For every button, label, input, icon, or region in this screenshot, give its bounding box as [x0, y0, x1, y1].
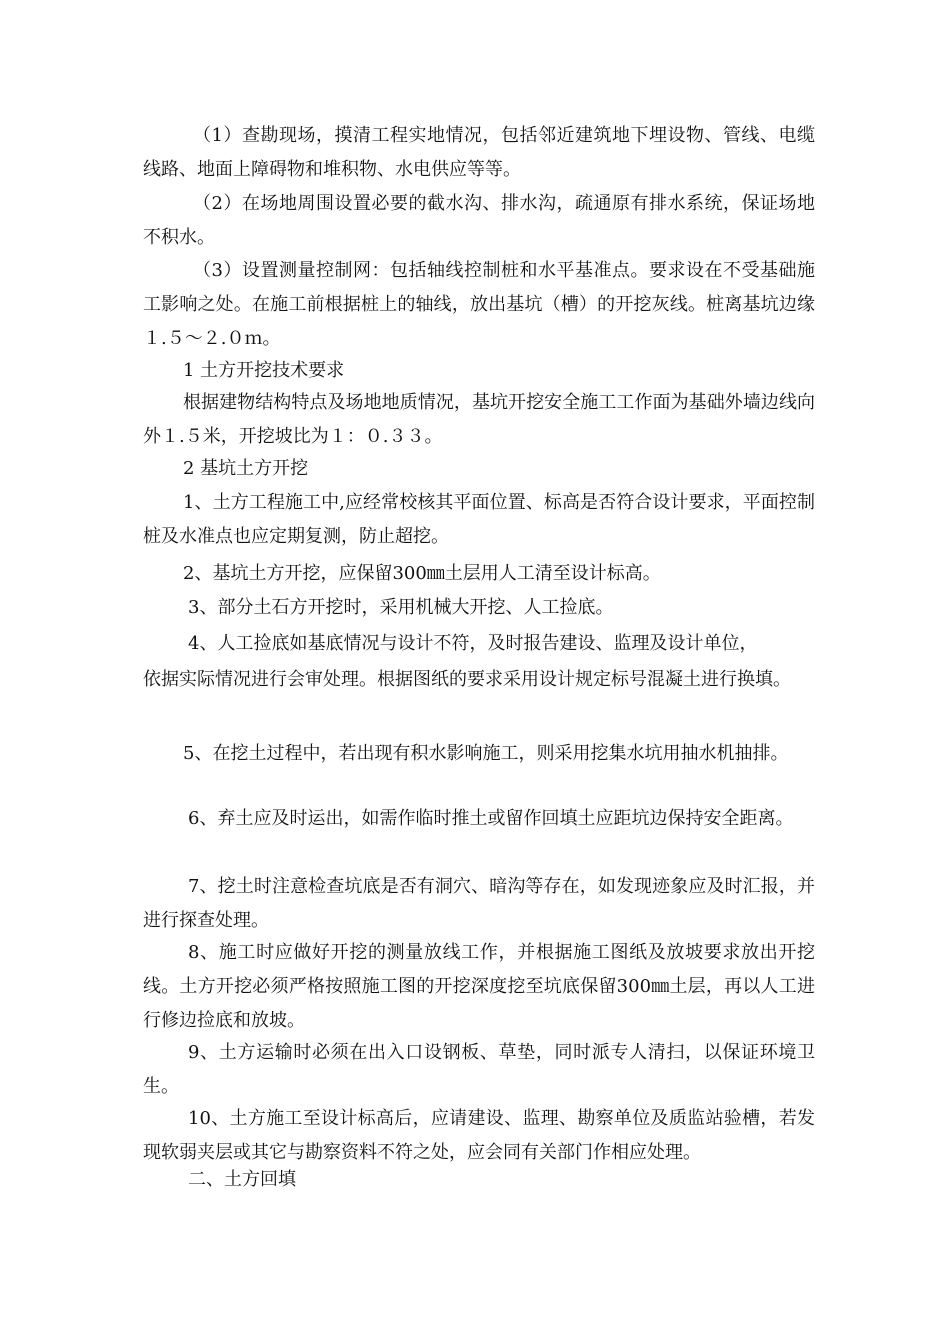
list-item-10: 10、土方施工至设计标高后，应请建设、监理、勘察单位及质监站验槽，若发现软弱夹层或其它与勘察资料不符之处，应会同有关部门作相应处理。	[143, 1108, 815, 1163]
heading-backfill: 二、土方回填	[188, 1169, 296, 1190]
list-item-2: 2、基坑土方开挖，应保留300㎜土层用人工清至设计标高。	[183, 563, 661, 584]
list-item-4: 4、人工捡底如基底情况与设计不符，及时报告建设、监理及设计单位，	[188, 633, 758, 654]
paragraph-drainage: （2）在场地周围设置必要的截水沟、排水沟，疏通原有排水系统，保证场地不积水。	[143, 193, 815, 248]
list-item-7: 7、挖土时注意检查坑底是否有洞穴、暗沟等存在，如发现迹象应及时汇报，并进行探查处理。	[143, 876, 815, 931]
paragraph-slope-ratio: 根据建物结构特点及场地地质情况，基坑开挖安全施工工作面为基础外墙边线向外１.５米，开挖坡比为１：０.３３。	[143, 392, 815, 447]
list-item-3: 3、部分土石方开挖时，采用机械大开挖、人工捡底。	[188, 597, 614, 618]
list-item-9: 9、土方运输时必须在出入口设钢板、草垫，同时派专人清扫，以保证环境卫生。	[143, 1042, 815, 1097]
list-item-1: 1、土方工程施工中,应经常校核其平面位置、标高是否符合设计要求，平面控制桩及水准点也应定期复测，防止超挖。	[143, 492, 815, 547]
list-item-4-continued: 依据实际情况进行会审处理。根据图纸的要求采用设计规定标号混凝土进行换填。	[143, 669, 791, 690]
list-item-5: 5、在挖土过程中，若出现有积水影响施工，则采用挖集水坑用抽水机抽排。	[183, 743, 789, 764]
paragraph-survey-site: （1）查勘现场，摸清工程实地情况，包括邻近建筑地下埋设物、管线、电缆线路、地面上障碍物和堆积物、水电供应等等。	[143, 125, 815, 180]
heading-pit-excavation: 2 基坑土方开挖	[183, 458, 309, 479]
paragraph-survey-control: （3）设置测量控制网：包括轴线控制桩和水平基准点。要求设在不受基础施工影响之处。在施工前根据桩上的轴线，放出基坑（槽）的开挖灰线。桩离基坑边缘１.５～２.０ｍ。	[143, 260, 815, 349]
heading-excavation-requirements: 1 土方开挖技术要求	[183, 360, 345, 381]
list-item-6: 6、弃土应及时运出，如需作临时推土或留作回填土应距坑边保持安全距离。	[188, 808, 794, 829]
list-item-8: 8、施工时应做好开挖的测量放线工作，并根据施工图纸及放坡要求放出开挖线。土方开挖必须严格按照施工图的开挖深度挖至坑底保留300㎜土层，再以人工进行修边捡底和放坡。	[143, 942, 815, 1031]
